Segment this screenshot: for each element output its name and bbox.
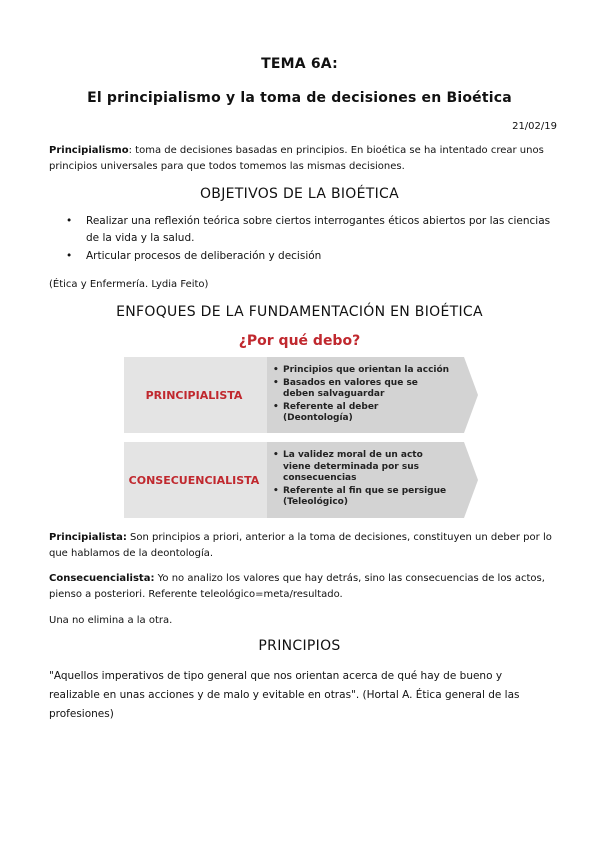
consecuencialista-card bbox=[124, 442, 464, 518]
consecuencialista-term: Consecuencialista: bbox=[49, 573, 155, 584]
bullet-icon: • bbox=[66, 250, 73, 262]
consecuencialista-definition: Consecuencialista: Yo no analizo los valores que hay detrás, sino las consecuencias de los actos, pienso a posteriori. Referente teleológico=meta/resultado. bbox=[49, 573, 545, 600]
bullet-icon: • bbox=[273, 377, 279, 388]
arrow-icon bbox=[464, 442, 478, 518]
list-item: • Referente al deber (Deontología) bbox=[273, 401, 379, 423]
list-item: • Basados en valores que se deben salvaguardar bbox=[273, 377, 418, 399]
principialista-term: Principialista: bbox=[49, 532, 127, 543]
diagram-title: ¿Por qué debo? bbox=[238, 333, 361, 349]
bullet-icon: • bbox=[273, 485, 279, 496]
intro-text: : toma de decisiones basadas en principios. En bioética se ha intentado crear unos principios universales para que todos tomemos las mismas decisiones. bbox=[49, 145, 544, 172]
list-item: • La validez moral de un acto viene determinada por sus consecuencias bbox=[273, 450, 423, 483]
bullet-icon: • bbox=[66, 215, 73, 227]
principialista-definition: Principialista: Son principios a priori, anterior a la toma de decisiones, constituyen un deber por lo que hablamos de la deontología. bbox=[49, 532, 552, 559]
enfoques-heading: ENFOQUES DE LA FUNDAMENTACIÓN EN BIOÉTICA bbox=[116, 304, 483, 320]
intro-paragraph bbox=[49, 143, 554, 175]
document-date: 21/02/19 bbox=[512, 121, 557, 132]
principios-heading: PRINCIPIOS bbox=[258, 638, 341, 654]
principialista-card bbox=[124, 357, 464, 433]
objetivos-citation: (Ética y Enfermería. Lydia Feito) bbox=[49, 279, 209, 290]
consecuencialista-items bbox=[271, 450, 451, 510]
list-item: • Realizar una reflexión teórica sobre ciertos interrogantes éticos abiertos por las ciencias de la vida y la salud. bbox=[66, 215, 551, 244]
arrow-icon bbox=[464, 357, 478, 433]
document-title: TEMA 6A: bbox=[261, 56, 338, 72]
principialista-items bbox=[271, 365, 451, 426]
document-subtitle: El principialismo y la toma de decisiones en Bioética bbox=[87, 90, 512, 106]
list-item: • Articular procesos de deliberación y decisión bbox=[49, 248, 554, 265]
bullet-icon: • bbox=[273, 365, 279, 375]
consecuencialista-label: CONSECUENCIALISTA bbox=[128, 473, 260, 487]
intro-term: Principialismo bbox=[49, 145, 129, 156]
bullet-icon: • bbox=[273, 401, 279, 412]
principialista-label: PRINCIPIALISTA bbox=[145, 388, 243, 402]
principios-quote: "Aquellos imperativos de tipo general que nos orientan acerca de qué hay de bueno y realizable en unas acciones y de malo y evitable en otras". (Hortal A. Ética general de las profesiones) bbox=[49, 670, 520, 720]
bullet-icon: • bbox=[273, 450, 279, 460]
list-item: • Referente al fin que se persigue (Teleológico) bbox=[273, 485, 447, 507]
objetivos-heading: OBJETIVOS DE LA BIOÉTICA bbox=[199, 186, 400, 202]
objetivos-list bbox=[49, 213, 554, 266]
list-item: • Principios que orientan la acción bbox=[273, 365, 450, 375]
relation-note: Una no elimina a la otra. bbox=[49, 615, 173, 626]
